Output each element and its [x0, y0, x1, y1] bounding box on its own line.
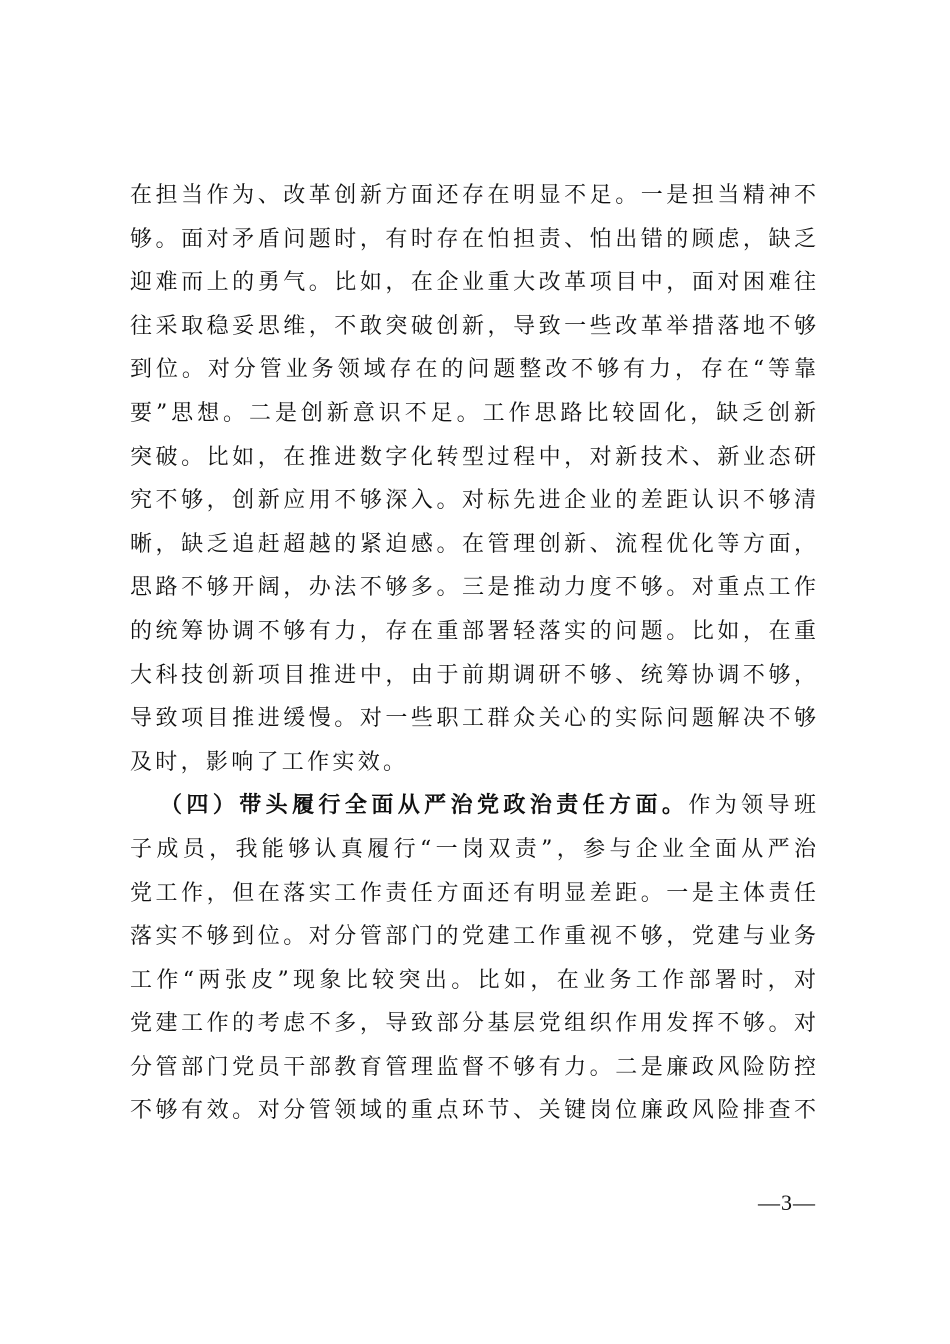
section-heading: （四）带头履行全面从严治党政治责任方面。 — [160, 792, 689, 819]
page-number: —3— — [758, 1190, 816, 1215]
text-line: 分管部门党员干部教育管理监督不够有力。二是廉政风险防控 — [130, 1054, 816, 1080]
text-line: 到位。对分管业务领域存在的问题整改不够有力，存在“等靠 — [130, 357, 816, 383]
paragraph-2 — [130, 784, 816, 1133]
text-line: 够。面对矛盾问题时，有时存在怕担责、怕出错的顾虑，缺乏 — [130, 226, 816, 252]
text-line: 往采取稳妥思维，不敢突破创新，导致一些改革举措落地不够 — [130, 313, 816, 339]
text-line: 的统筹协调不够有力，存在重部署轻落实的问题。比如，在重 — [130, 618, 816, 644]
text-line: 工作“两张皮”现象比较突出。比如，在业务工作部署时，对 — [130, 967, 816, 993]
text-line: 大科技创新项目推进中，由于前期调研不够、统筹协调不够， — [130, 662, 816, 688]
text-line: 及时，影响了工作实效。 — [130, 749, 409, 775]
text-line: 在担当作为、改革创新方面还存在明显不足。一是担当精神不 — [130, 183, 816, 208]
text-line: 究不够，创新应用不够深入。对标先进企业的差距认识不够清 — [130, 488, 816, 514]
text-line: 子成员，我能够认真履行“一岗双责”，参与企业全面从严治 — [130, 836, 816, 862]
paragraph-1 — [130, 174, 816, 784]
heading-line — [130, 784, 816, 828]
text-line: 党建工作的考虑不多，导致部分基层党组织作用发挥不够。对 — [130, 1011, 816, 1037]
text-line: 不够有效。对分管领域的重点环节、关键岗位廉政风险排查不 — [130, 1098, 816, 1124]
text-line: 党工作，但在落实工作责任方面还有明显差距。一是主体责任 — [130, 880, 816, 906]
text-line: 迎难而上的勇气。比如，在企业重大改革项目中，面对困难往 — [130, 270, 816, 296]
text-line: 要”思想。二是创新意识不足。工作思路比较固化，缺乏创新 — [130, 400, 816, 426]
document-body — [130, 174, 816, 1133]
text-line: 突破。比如，在推进数字化转型过程中，对新技术、新业态研 — [130, 444, 816, 470]
text-line: 导致项目推进缓慢。对一些职工群众关心的实际问题解决不够 — [130, 706, 816, 732]
text-line: 晰，缺乏追赶超越的紧迫感。在管理创新、流程优化等方面， — [130, 531, 816, 557]
text-line: 落实不够到位。对分管部门的党建工作重视不够，党建与业务 — [130, 924, 816, 950]
text-line: 思路不够开阔，办法不够多。三是推动力度不够。对重点工作 — [130, 575, 816, 601]
text-span: 作为领导班 — [688, 793, 816, 819]
